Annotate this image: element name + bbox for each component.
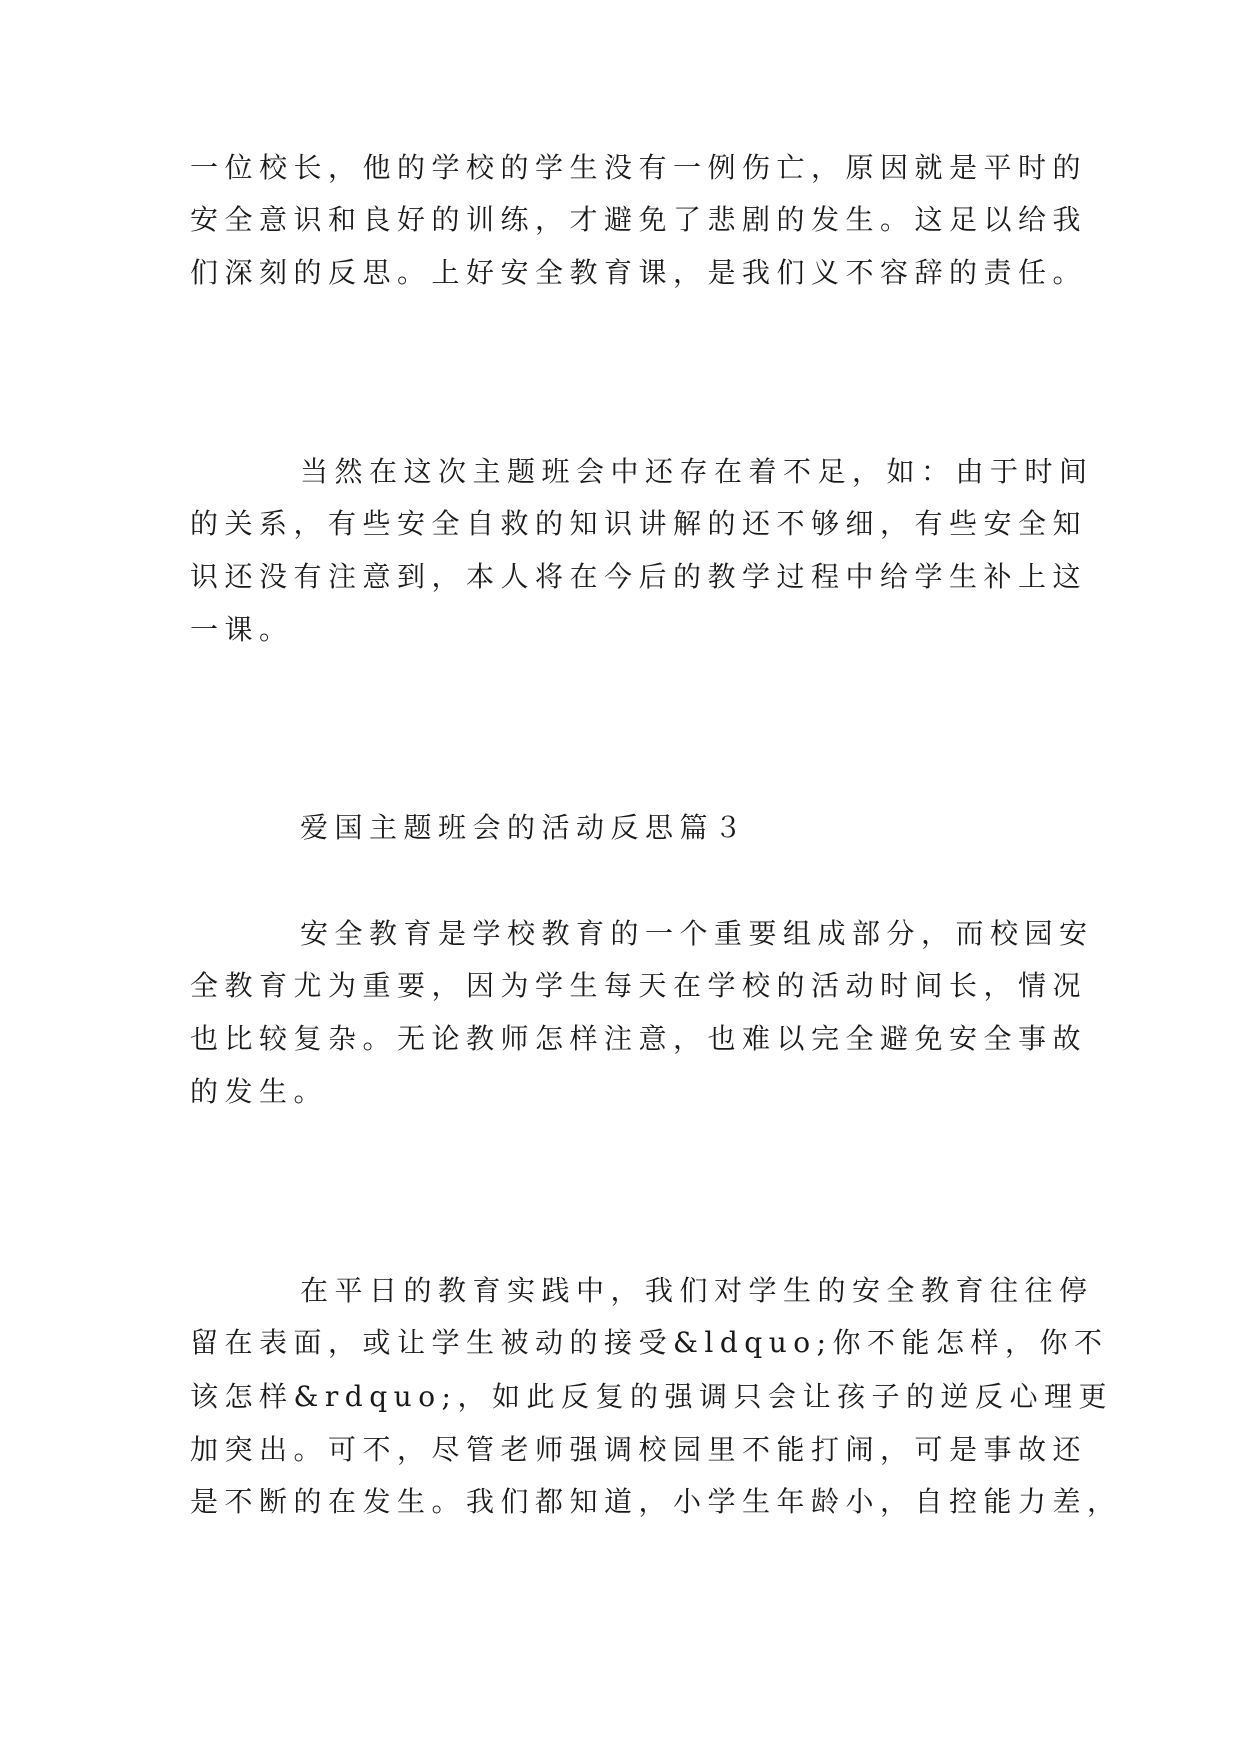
paragraph-line: 识还没有注意到，本人将在今后的教学过程中给学生补上这: [190, 560, 1088, 593]
paragraph-line: 的关系，有些安全自救的知识讲解的还不够细，有些安全知: [190, 507, 1088, 540]
section-heading: 爱国主题班会的活动反思篇３: [300, 811, 749, 844]
paragraph-line: 一课。: [190, 613, 294, 646]
paragraph-line: 当然在这次主题班会中还存在着不足，如：由于时间: [300, 455, 1094, 488]
paragraph-line: 加突出。可不，尽管老师强调校园里不能打闹，可是事故还: [190, 1433, 1088, 1466]
paragraph-line: 全教育尤为重要，因为学生每天在学校的活动时间长，情况: [190, 969, 1088, 1002]
paragraph-line: 在平日的教育实践中，我们对学生的安全教育往往停: [300, 1274, 1094, 1307]
paragraph-line: 留在表面，或让学生被动的接受&ldquo;你不能怎样，你不: [190, 1326, 1109, 1359]
paragraph-line: 们深刻的反思。上好安全教育课，是我们义不容辞的责任。: [190, 256, 1088, 289]
paragraph-line: 的发生。: [190, 1075, 329, 1108]
paragraph-line: 是不断的在发生。我们都知道，小学生年龄小，自控能力差，: [190, 1485, 1122, 1518]
paragraph-line: 安全意识和良好的训练，才避免了悲剧的发生。这足以给我: [190, 203, 1088, 236]
paragraph-line: 该怎样&rdquo;，如此反复的强调只会让孩子的逆反心理更: [190, 1380, 1113, 1413]
paragraph-line: 也比较复杂。无论教师怎样注意，也难以完全避免安全事故: [190, 1022, 1088, 1055]
paragraph-line: 安全教育是学校教育的一个重要组成部分，而校园安: [300, 917, 1094, 950]
paragraph-line: 一位校长，他的学校的学生没有一例伤亡，原因就是平时的: [190, 151, 1088, 184]
